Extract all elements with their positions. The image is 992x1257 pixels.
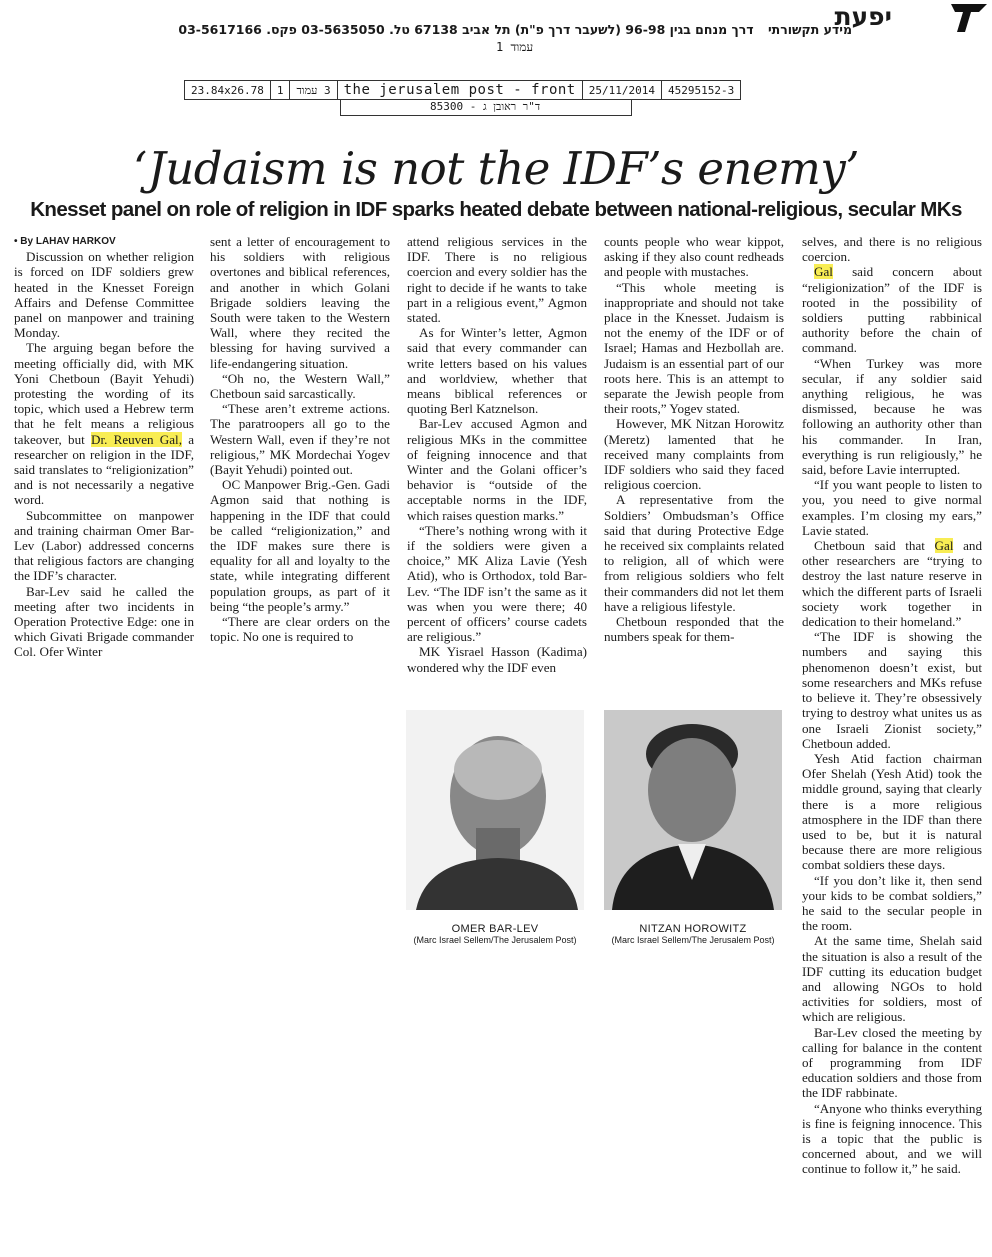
article-column-5 [802, 234, 982, 1177]
caption-horowitz: NITZAN HOROWITZ (Marc Israel Sellem/The Jerusalem Post) [611, 923, 775, 945]
portrait-icon [604, 710, 782, 910]
paragraph: However, MK Nitzan Horowitz (Meretz) lamented that he received many complaints from IDF soldiers who said they faced religious coercion. [604, 416, 784, 493]
yifat-logo: יפעת [834, 2, 892, 31]
article-column-1 [14, 234, 194, 660]
meta-row2: ד"ר ראובן ג - 85300 [430, 100, 541, 113]
highlight: Gal [934, 538, 954, 554]
paragraph: “These aren’t extreme actions. The paratroopers all go to the Western Wall, even if they’re not religious,” MK Mordechai Yogev (Bayit Yehudi) pointed out. [210, 401, 390, 478]
article-column-4 [604, 234, 784, 644]
paragraph: attend religious services in the IDF. There is no religious coercion and every soldier has the right to decide if he wants to take part in a religious event,” Agmon stated. [407, 234, 587, 326]
paragraph: counts people who wear kippot, asking if they also count redheads and people with mustaches. [604, 234, 784, 280]
paragraph: MK Yisrael Hasson (Kadima) wondered why the IDF even [407, 644, 587, 675]
byline: • By LAHAV HARKOV [14, 236, 116, 247]
meta-page: 3 עמוד [290, 81, 337, 100]
paragraph: OC Manpower Brig.-Gen. Gadi Agmon said that nothing is happening in the IDF that could be called “religionization,” and the IDF makes sure there is equality for all and loyalty to the state, while integrating different population groups, as part of it being “the people’s army.” [210, 477, 390, 614]
paragraph: Subcommittee on manpower and training chairman Omer Bar-Lev (Labor) addressed concerns that religious factors are changing the IDF’s character. [14, 507, 194, 584]
meta-date: 25/11/2014 [582, 81, 661, 100]
paragraph: “Anyone who thinks everything is fine is feigning innocence. This is a topic that the public is concerned about, and we will continue to follow it,” he said. [802, 1100, 982, 1177]
highlight: Dr. Reuven Gal, [91, 431, 182, 447]
paragraph: A representative from the Soldiers’ Ombudsman’s Office said that during Protective Edge he received six complaints related to religion, all of which were from religious soldiers who felt their commanders did not let them have a religious lifestyle. [604, 492, 784, 614]
paragraph: sent a letter of encouragement to his soldiers with religious overtones and biblical references, and another in which Golani Brigade soldiers leaving the South were taken to the Western Wall, where they recited the blessing for having survived a life-endangering situation. [210, 234, 390, 371]
paragraph: Bar-Lev closed the meeting by calling for balance in the content of programming from IDF education soldiers and those from the IDF rabbinate. [802, 1024, 982, 1101]
paragraph: As for Winter’s letter, Agmon said that every commander can write letters based on his values and worldview, whether that means biblical references or quoting Berl Katznelson. [407, 325, 587, 417]
caption-bar-lev: OMER BAR-LEV (Marc Israel Sellem/The Jerusalem Post) [413, 923, 577, 945]
paragraph: Chetboun responded that the numbers speak for them- [604, 614, 784, 645]
photo-omer-bar-lev [406, 710, 584, 910]
paragraph: “There’s nothing wrong with it if the soldiers were given a choice,” MK Aliza Lavie (Yesh Atid), who is Orthodox, told Bar-Lev. “The IDF isn’t the same as it was when you were there; 40 percent of officers’ course cadets are religious.” [407, 522, 587, 645]
paragraph: selves, and there is no religious coercion. [802, 234, 982, 265]
paragraph: “The IDF is showing the numbers and saying this phenomenon doesn’t exist, but some researchers and MKs refuse to believe it. They’re obsessively trying to destroy what unites us as one Israeli Zionist society,” Chetboun added. [802, 629, 982, 751]
paragraph: Bar-Lev accused Agmon and religious MKs in the committee of feigning innocence and that Winter and the Golani officer’s behavior is “outside of the acceptable norms in the IDF, which raises question marks.” [407, 416, 587, 523]
paragraph: “If you don’t like it, then send your kids to be combat soldiers,” he said to the secular people in the room. [802, 872, 982, 934]
portrait-icon [406, 710, 584, 910]
photo-nitzan-horowitz [604, 710, 782, 910]
paragraph: At the same time, Shelah said the situation is also a result of the IDF cutting its education budget and allowing NGOs to hold activities for soldiers, most of which are religious. [802, 933, 982, 1025]
article-column-2 [210, 234, 390, 644]
header-address: מידע תקשורתי דרך מנחם בגין 96-98 (לשעבר דרך פ"ת) תל אביב 67138 טל. 03-5635050 פקס. 03-5617166 [178, 22, 852, 37]
paragraph: Discussion on whether religion is forced on IDF soldiers grew heated in the Knesset Foreign Affairs and Defense Committee panel on manpower and training Monday. [14, 249, 194, 341]
article-subhead: Knesset panel on role of religion in IDF sparks heated debate between national-religious, secular MKs [30, 198, 962, 221]
meta-publication: the jerusalem post - front [337, 81, 582, 100]
paragraph: “When Turkey was more secular, if any soldier said anything religious, he was dismissed, because he was following an authority other than his commander. In Iran, everything is run religiously,” he said, before Lavie interrupted. [802, 355, 982, 478]
paragraph: “If you want people to listen to you, you need to give normal examples. I’m closing my ears,” Lavie stated. [802, 477, 982, 538]
article-headline: ‘Judaism is not the IDF’s enemy’ [132, 142, 860, 195]
meta-count: 1 [270, 81, 290, 100]
paragraph: Yesh Atid faction chairman Ofer Shelah (Yesh Atid) took the middle ground, saying that clearly there is a more religious atmosphere in the IDF than there used to be, but it is natural because there are more religious combat soldiers these days. [802, 750, 982, 873]
paragraph: Gal said concern about “religionization” of the IDF is rooted in the possibility of soldiers putting rabbinical authority before the chain of command. [802, 264, 982, 356]
paragraph: The arguing began before the meeting officially did, with MK Yoni Chetboun (Bayit Yehudi) protesting the wording of its topic, which used a Hebrew term that he felt means a religious takeover, but Dr. Reuven Gal, a researcher on religion in the IDF, said translates to “religionization” and is not necessarily a negative word. [14, 340, 195, 508]
yifat-logo-icon [949, 2, 989, 34]
paragraph: Chetboun said that Gal and other researchers are “trying to destroy the last nature reserve in which the different parts of Israeli society work together in dedication to their homeland.” [802, 538, 982, 630]
paragraph: “Oh no, the Western Wall,” Chetboun said sarcastically. [210, 370, 390, 402]
highlight: Gal [814, 264, 833, 280]
meta-table [184, 80, 741, 100]
paragraph: Bar-Lev said he called the meeting after two incidents in Operation Protective Edge: one in which Givati Brigade commander Col. Ofer Winter [14, 583, 194, 660]
meta-id: 45295152-3 [661, 81, 740, 100]
header-page-label: עמוד 1 [496, 40, 534, 54]
meta-size: 23.84x26.78 [185, 81, 271, 100]
article-column-3 [407, 234, 587, 675]
paragraph: “There are clear orders on the topic. No one is required to [210, 614, 390, 645]
paragraph: “This whole meeting is inappropriate and should not take place in the Knesset. Judaism is not the enemy of the IDF or of Israel; Hamas and Hezbollah are. Judaism is an essential part of our roots here. This is an attempt to separate the Jewish people from their roots,” Yogev stated. [604, 279, 784, 417]
